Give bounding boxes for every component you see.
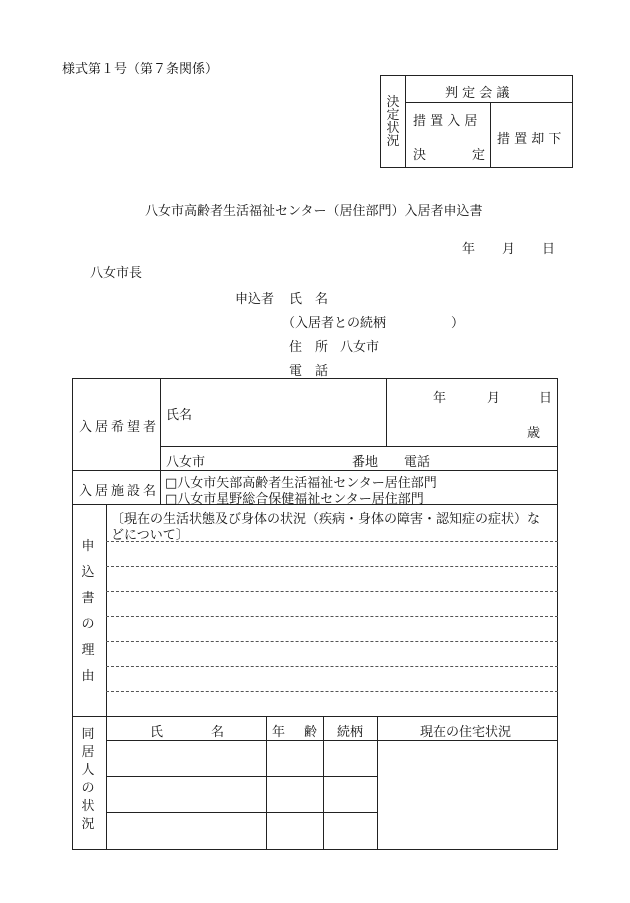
cohabitant-name-header-a: 氏 <box>150 725 164 740</box>
reason-note-line1: 〔現在の生活状態及び身体の状況（疾病・身体の障害・認知症の症状）な <box>111 512 541 527</box>
reason-section-label: 申 込 書 の 理 由 <box>81 539 95 684</box>
applicant-section-label: 入居希望者 <box>79 420 160 435</box>
document-title: 八女市高齢者生活福祉センター（居住部門）入居者申込書 <box>145 204 483 219</box>
cohabitant-age-header-b: 齢 <box>304 725 318 740</box>
hopeful-name-label: 氏名 <box>166 408 193 423</box>
measure-admission-label: 措 置 入 居 <box>413 114 478 129</box>
birth-day-label: 日 <box>539 391 553 406</box>
judgment-meeting-header: 判 定 会 議 <box>445 86 510 101</box>
applicant-label: 申込者 <box>235 292 275 307</box>
application-table <box>72 378 558 850</box>
decision-label-b: 定 <box>472 148 486 163</box>
date-day-label: 日 <box>542 242 556 257</box>
birth-month-label: 月 <box>487 391 501 406</box>
facility-section-label: 入居施設名 <box>79 484 160 499</box>
facility-option-yabe[interactable]: □八女市矢部高齢者生活福祉センター居住部門 <box>165 476 437 491</box>
hopeful-address-city: 八女市 <box>166 455 206 470</box>
facility-option-hoshino[interactable]: □八女市星野総合保健福祉センター居住部門 <box>165 492 424 507</box>
birth-year-label: 年 <box>433 391 447 406</box>
applicant-name-label: 氏 名 <box>289 292 329 307</box>
form-number: 様式第１号（第７条関係） <box>62 62 219 77</box>
addressee: 八女市長 <box>90 266 143 281</box>
age-label: 歳 <box>527 426 541 441</box>
cohabitant-relation-header: 続柄 <box>337 725 364 740</box>
cohabitant-section-label: 同 居 人 の 状 況 <box>81 727 95 832</box>
date-year-label: 年 <box>462 242 476 257</box>
date-month-label: 月 <box>502 242 516 257</box>
applicant-address-label: 住 所 <box>289 340 329 355</box>
cohabitant-housing-header: 現在の住宅状況 <box>420 725 512 740</box>
hopeful-phone-label: 電話 <box>404 455 431 470</box>
measure-rejection-label: 措 置 却 下 <box>497 132 562 147</box>
cohabitant-age-header-a: 年 <box>272 725 286 740</box>
cohabitant-name-header-b: 名 <box>211 725 225 740</box>
decision-label-a: 決 <box>413 148 427 163</box>
reason-note-line2: どについて〕 <box>111 528 189 543</box>
applicant-address-value: 八女市 <box>340 340 380 355</box>
decision-status-label: 決 定 状 況 <box>386 95 400 149</box>
applicant-phone-label: 電 話 <box>289 364 329 379</box>
applicant-relation: （入居者との続柄 ） <box>282 316 465 331</box>
hopeful-address-banchi: 番地 <box>352 455 379 470</box>
